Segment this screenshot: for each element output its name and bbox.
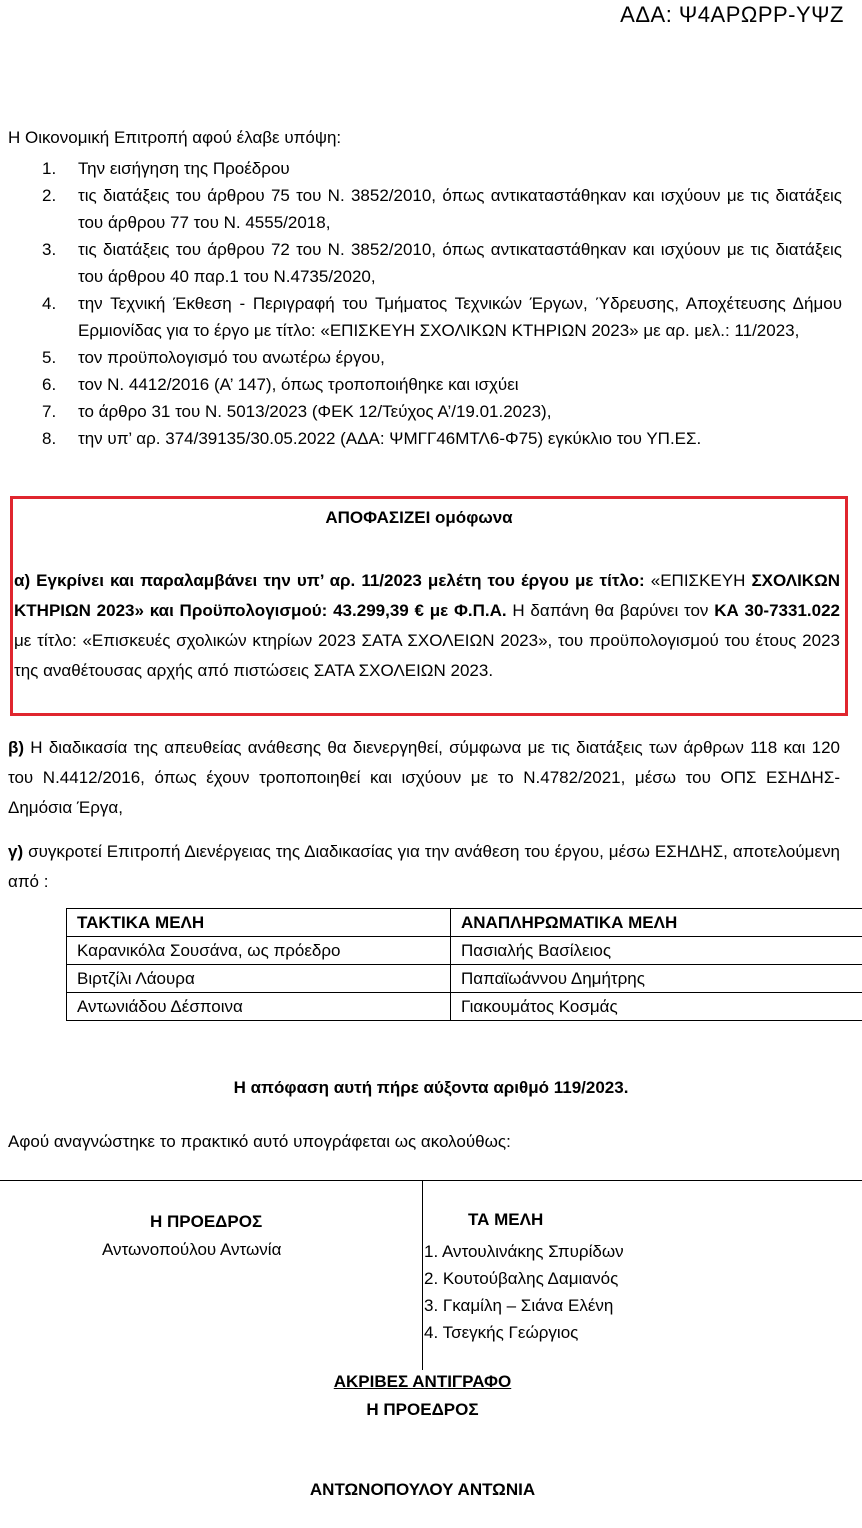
decision-a-text-2: Η δαπάνη θα βαρύνει τον [506, 601, 715, 620]
list-item: 1. Αντουλινάκης Σπυρίδων [424, 1242, 624, 1261]
list-number: 1. [42, 159, 57, 178]
decision-a-text-1: «ΕΠΙΣΚΕΥΗ [644, 571, 752, 590]
list-item [42, 344, 842, 371]
list-number: 7. [42, 402, 57, 421]
protocol-number: Η απόφαση αυτή πήρε αύξοντα αριθμό 119/2023. [233, 1078, 629, 1097]
list-text: τις διατάξεις του άρθρου 75 του Ν. 3852/2010, όπως αντικαταστάθηκαν και ισχύουν με τις διατάξεις του άρθρου 77 του Ν. 4555/2018, [78, 186, 842, 232]
list-number: 3. [42, 240, 57, 259]
list-item [42, 182, 842, 236]
members-title: ΤΑ ΜΕΛΗ [468, 1210, 544, 1229]
paragraph-c-label: γ) [8, 842, 24, 861]
list-text: τον Ν. 4412/2016 (Α’ 147), όπως τροποποιήθηκε και ισχύει [78, 375, 519, 394]
paragraph-c [8, 837, 840, 897]
intro-text: Η Οικονομική Επιτροπή αφού έλαβε υπόψη: [8, 128, 342, 147]
list-item: 2. Κουτούβαλης Δαμιανός [424, 1269, 619, 1288]
president-name: Αντωνοπούλου Αντωνία [102, 1240, 282, 1259]
table-cell: Παπαϊωάννου Δημήτρης [451, 965, 862, 993]
list-number: 8. [42, 429, 57, 448]
list-item: 4. Τσεγκής Γεώργιος [424, 1323, 579, 1342]
table-cell: Βιρτζίλι Λάουρα [67, 965, 451, 993]
table-header-row [67, 909, 862, 937]
decision-a-bold-3: ΚΑ 30-7331.022 [714, 601, 840, 620]
list-text: την Τεχνική Έκθεση - Περιγραφή του Τμήματος Τεχνικών Έργων, Ύδρευσης, Αποχέτευσης Δήμου Ερμιονίδας για το έργο με τίτλο: «ΕΠΙΣΚΕΥΗ ΣΧΟΛΙΚΩΝ ΚΤΗΡΙΩΝ 2023» με αρ. μελ.: 11/2023, [78, 294, 842, 340]
list-text: Την εισήγηση της Προέδρου [78, 159, 290, 178]
table-row [67, 965, 862, 993]
table-header-cell: ΑΝΑΠΛΗΡΩΜΑΤΙΚΑ ΜΕΛΗ [451, 909, 862, 937]
list-text: τις διατάξεις του άρθρου 72 του Ν. 3852/2010, όπως αντικαταστάθηκαν και ισχύουν με τις διατάξεις του άρθρου 40 παρ.1 του Ν.4735/2020, [78, 240, 842, 286]
sign-intro: Αφού αναγνώστηκε το πρακτικό αυτό υπογράφεται ως ακολούθως: [8, 1132, 511, 1151]
ada-code: ΑΔΑ: Ψ4ΑΡΩΡΡ-ΥΨΖ [620, 2, 844, 27]
decision-a-text-3: με τίτλο: «Επισκευές σχολικών κτηρίων 2023 ΣΑΤΑ ΣΧΟΛΕΙΩΝ 2023» [14, 631, 548, 650]
decision-a-text-4: , του προϋπολογισμού του έτους 2023 της αναθέτουσας αρχής από πιστώσεις ΣΑΤΑ ΣΧΟΛΕΙΩΝ 2023. [14, 631, 840, 680]
list-number: 6. [42, 375, 57, 394]
exact-copy-label: ΑΚΡΙΒΕΣ ΑΝΤΙΓΡΑΦΟ [333, 1372, 512, 1391]
list-text: την υπ’ αρ. 374/39135/30.05.2022 (ΑΔΑ: ΨΜΓΓ46ΜΤΛ6-Φ75) εγκύκλιο του ΥΠ.ΕΣ. [78, 429, 702, 448]
paragraph-c-text: συγκροτεί Επιτροπή Διενέργειας της Διαδικασίας για την ανάθεση του έργου, μέσω ΕΣΗΔΗΣ, αποτελούμενη από : [8, 842, 840, 891]
table-header-cell: ΤΑΚΤΙΚΑ ΜΕΛΗ [67, 909, 451, 937]
list-number: 4. [42, 294, 57, 313]
paragraph-b-text: Η διαδικασία της απευθείας ανάθεσης θα διενεργηθεί, σύμφωνα με τις διατάξεις των άρθρων 118 και 120 του Ν.4412/2016, όπως έχουν τροποποιηθεί και ισχύουν με το Ν.4782/2021, μέσω του ΟΠΣ ΕΣΗΔΗΣ-Δημόσια Έργα, [8, 738, 840, 817]
president-title: Η ΠΡΟΕΔΡΟΣ [150, 1212, 263, 1231]
list-text: το άρθρο 31 του Ν. 5013/2023 (ΦΕΚ 12/Τεύχος Α’/19.01.2023), [78, 402, 552, 421]
decision-a-bold-2: ΣΧΟΛΙΚΩΝ ΚΤΗΡΙΩΝ 2023» και Προϋπολογισμού: 43.299,39 € με Φ.Π.Α. [14, 571, 840, 620]
table-cell: Καρανικόλα Σουσάνα, ως πρόεδρο [67, 937, 451, 965]
committee-table [66, 908, 862, 1021]
list-item [42, 425, 842, 452]
decision-a-bold-1: α) Εγκρίνει και παραλαμβάνει την υπ’ αρ. 11/2023 μελέτη του έργου με τίτλο: [14, 571, 645, 590]
signature-divider [422, 1180, 423, 1370]
paragraph-b [8, 733, 840, 823]
list-item [42, 236, 842, 290]
list-number: 5. [42, 348, 57, 367]
final-signatory-name: ΑΝΤΩΝΟΠΟΥΛΟΥ ΑΝΤΩΝΙΑ [309, 1480, 536, 1499]
members-list [424, 1238, 624, 1346]
exact-copy-title: Η ΠΡΟΕΔΡΟΣ [366, 1400, 479, 1419]
list-item [42, 155, 842, 182]
table-row [67, 993, 862, 1021]
decision-title: ΑΠΟΦΑΣΙΖΕΙ ομόφωνα [325, 508, 513, 527]
list-number: 2. [42, 186, 57, 205]
table-cell: Αντωνιάδου Δέσποινα [67, 993, 451, 1021]
list-text: τον προϋπολογισμό του ανωτέρω έργου, [78, 348, 385, 367]
list-item: 3. Γκαμίλη – Σιάνα Ελένη [424, 1296, 614, 1315]
table-cell: Γιακουμάτος Κοσμάς [451, 993, 862, 1021]
table-row [67, 937, 862, 965]
paragraph-b-label: β) [8, 738, 25, 757]
list-item [42, 290, 842, 344]
list-item [42, 398, 842, 425]
table-cell: Πασιαλής Βασίλειος [451, 937, 862, 965]
considerations-list [42, 155, 842, 452]
list-item [42, 371, 842, 398]
decision-paragraph-a [14, 566, 840, 686]
